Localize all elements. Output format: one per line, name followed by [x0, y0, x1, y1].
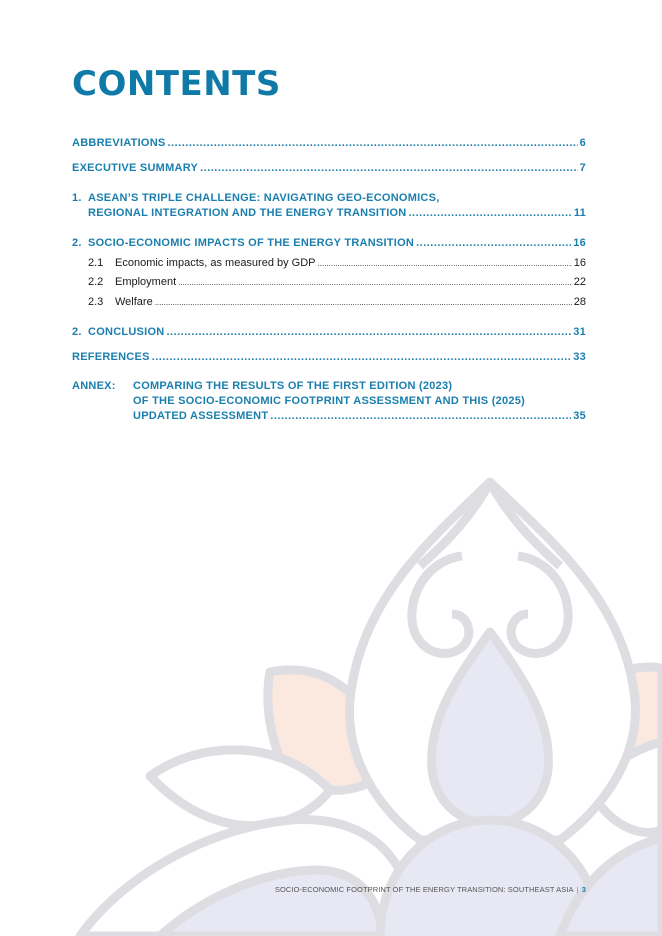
toc-section-number: 2.2	[88, 276, 104, 288]
toc-page-number: 6	[579, 137, 586, 149]
toc-entry-annex[interactable]	[133, 410, 586, 422]
toc-conclusion-number: 2.	[72, 326, 82, 338]
toc-section-number: 2.3	[88, 296, 104, 308]
toc-entry-section-2-3[interactable]	[88, 296, 586, 308]
toc-page-number: 28	[573, 296, 586, 308]
footer-title: SOCIO-ECONOMIC FOOTPRINT OF THE ENERGY TRANSITION: SOUTHEAST ASIA	[274, 885, 574, 894]
toc-page-number: 16	[573, 257, 586, 269]
toc-leader	[178, 276, 572, 288]
page-footer	[275, 885, 586, 894]
toc-label: UPDATED ASSESSMENT	[133, 410, 269, 422]
toc-entry-chapter2[interactable]	[88, 237, 586, 249]
footer-separator: |	[576, 885, 579, 894]
toc-leader	[166, 326, 571, 338]
toc-chapter1-line1[interactable]: ASEAN’S TRIPLE CHALLENGE: NAVIGATING GEO-ECONOMICS,	[88, 192, 440, 204]
toc-page-number: 22	[573, 276, 586, 288]
toc-label: CONCLUSION	[88, 326, 165, 338]
toc-leader	[416, 237, 571, 249]
toc-label: Employment	[115, 276, 177, 288]
toc-label: Welfare	[115, 296, 153, 308]
toc-chapter2-number: 2.	[72, 237, 82, 249]
toc-leader	[200, 162, 578, 174]
toc-label: REFERENCES	[72, 351, 150, 363]
toc-page-number: 7	[579, 162, 586, 174]
toc-label: ABBREVIATIONS	[72, 137, 166, 149]
toc-leader	[318, 257, 572, 269]
toc-leader	[168, 137, 578, 149]
toc-page-number: 11	[573, 207, 586, 219]
toc-leader	[270, 410, 571, 422]
page-title: CONTENTS	[72, 64, 281, 104]
toc-entry-executive-summary[interactable]	[72, 162, 586, 174]
toc-section-number: 2.1	[88, 257, 104, 269]
toc-page-number: 31	[573, 326, 586, 338]
toc-leader	[409, 207, 572, 219]
toc-label: REGIONAL INTEGRATION AND THE ENERGY TRANSITION	[88, 207, 407, 219]
toc-annex-line1[interactable]: COMPARING THE RESULTS OF THE FIRST EDITION (2023)	[133, 380, 453, 392]
toc-entry-conclusion[interactable]	[88, 326, 586, 338]
toc-label: Economic impacts, as measured by GDP	[115, 257, 316, 269]
toc-leader	[155, 296, 572, 308]
toc-page-number: 33	[573, 351, 586, 363]
toc-entry-abbreviations[interactable]	[72, 137, 586, 149]
toc-entry-section-2-1[interactable]	[88, 257, 586, 269]
toc-leader	[152, 351, 572, 363]
toc-page-number: 35	[573, 410, 586, 422]
toc-annex-prefix: ANNEX:	[72, 380, 116, 392]
toc-annex-line2[interactable]: OF THE SOCIO-ECONOMIC FOOTPRINT ASSESSMENT AND THIS (2025)	[133, 395, 525, 407]
footer-page-number: 3	[581, 885, 586, 894]
toc-entry-section-2-2[interactable]	[88, 276, 586, 288]
toc-entry-references[interactable]	[72, 351, 586, 363]
toc-page-number: 16	[573, 237, 586, 249]
toc-label: EXECUTIVE SUMMARY	[72, 162, 199, 174]
toc-chapter1-number: 1.	[72, 192, 82, 204]
toc-label: SOCIO-ECONOMIC IMPACTS OF THE ENERGY TRANSITION	[88, 237, 415, 249]
toc-entry-chapter1[interactable]	[88, 207, 586, 219]
